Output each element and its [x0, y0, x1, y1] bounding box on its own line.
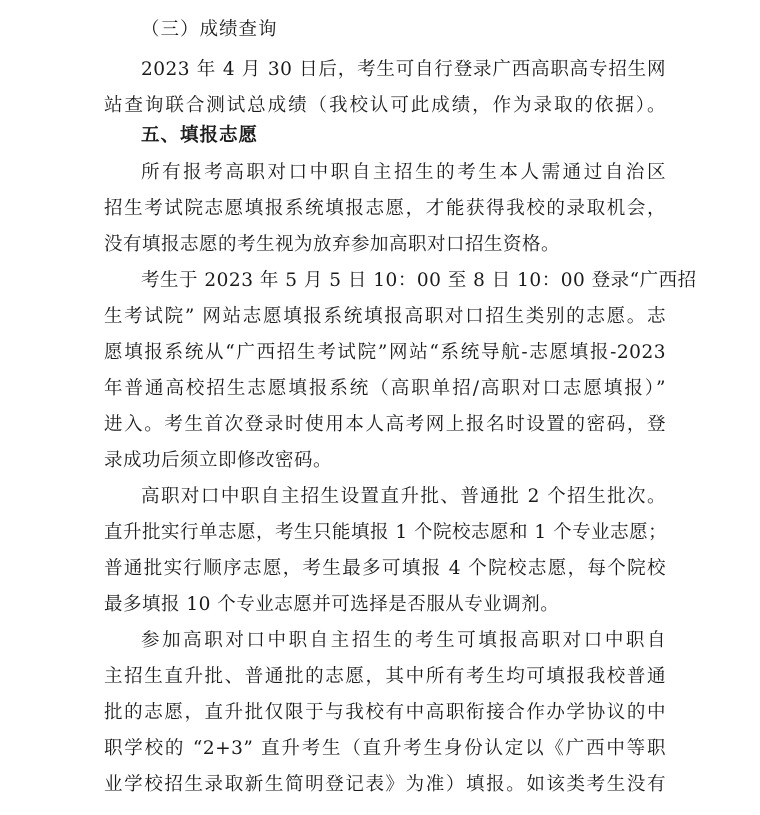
paragraph-line: 年普通高校招生志愿填报系统（高职单招/高职对口志愿填报）” [104, 378, 666, 399]
section-heading-score-query: （三）成绩查询 [141, 19, 278, 40]
section-heading-fill-preferences: 五、填报志愿 [141, 125, 259, 146]
paragraph-line: 没有填报志愿的考生视为放弃参加高职对口招生资格。 [104, 234, 561, 255]
paragraph-line: 参加高职对口中职自主招生的考生可填报高职对口中职自 [141, 630, 666, 651]
paragraph-line: 职学校的 “2+3” 直升考生（直升考生身份认定以《广西中等职 [104, 738, 666, 759]
paragraph-line: 最多填报 10 个专业志愿并可选择是否服从专业调剂。 [104, 594, 560, 615]
paragraph-line: 业学校招生录取新生简明登记表》为准）填报。如该类考生没有 [104, 774, 666, 795]
paragraph-line: 愿填报系统从“广西招生考试院”网站“系统导航-志愿填报-2023 [104, 342, 666, 363]
paragraph-line: 批的志愿，直升批仅限于与我校有中高职衔接合作办学协议的中 [104, 702, 666, 723]
paragraph-line: 生考试院” 网站志愿填报系统填报高职对口招生类别的志愿。志 [104, 306, 666, 327]
paragraph-line: 录成功后须立即修改密码。 [104, 450, 333, 471]
paragraph-line: 考生于 2023 年 5 月 5 日 10：00 至 8 日 10：00 登录“广西招 [141, 270, 697, 291]
paragraph-line: 所有报考高职对口中职自主招生的考生本人需通过自治区 [141, 162, 666, 183]
paragraph-line: 主招生直升批、普通批的志愿，其中所有考生均可填报我校普通 [104, 666, 666, 687]
paragraph-line: 高职对口中职自主招生设置直升批、普通批 2 个招生批次。 [141, 486, 666, 507]
paragraph-line: 直升批实行单志愿，考生只能填报 1 个院校志愿和 1 个专业志愿； [104, 522, 668, 543]
paragraph-line: 进入。考生首次登录时使用本人高考网上报名时设置的密码，登 [104, 414, 666, 435]
paragraph-line: 2023 年 4 月 30 日后，考生可自行登录广西高职高专招生网 [141, 59, 666, 80]
paragraph-line: 普通批实行顺序志愿，考生最多可填报 4 个院校志愿，每个院校 [104, 558, 666, 579]
paragraph-line: 招生考试院志愿填报系统填报志愿，才能获得我校的录取机会， [104, 198, 666, 219]
paragraph-line: 站查询联合测试总成绩（我校认可此成绩，作为录取的依据）。 [104, 95, 666, 116]
